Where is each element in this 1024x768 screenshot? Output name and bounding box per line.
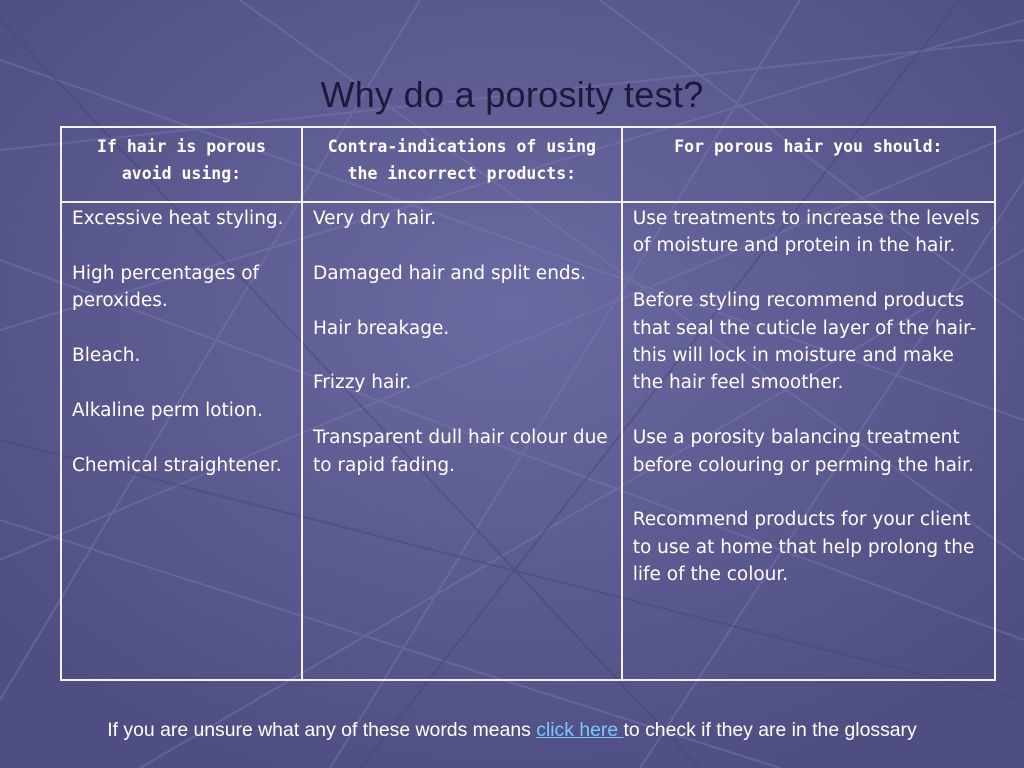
list-item: Use a porosity balancing treatment before colouring or perming the hair.: [632, 427, 974, 476]
recommendations-cell: [622, 202, 995, 680]
list-item: Recommend products for your client to use at home that help prolong the life of the colour.: [632, 509, 975, 586]
avoid-using-cell: [61, 202, 302, 680]
glossary-link[interactable]: click here: [536, 719, 624, 741]
list-item: Alkaline perm lotion.: [72, 399, 263, 421]
list-item: Transparent dull hair colour due to rapid fading.: [312, 427, 608, 476]
list-item: Damaged hair and split ends.: [312, 262, 587, 284]
table-header-row: [61, 127, 995, 202]
list-item: Frizzy hair.: [312, 372, 412, 394]
list-item: Hair breakage.: [312, 317, 450, 339]
glossary-note-after: to check if they are in the glossary: [623, 719, 917, 741]
slide-title: Why do a porosity test?: [320, 74, 704, 115]
contra-indications-cell: [302, 202, 622, 680]
header-avoid-using: If hair is porous avoid using:: [61, 127, 302, 202]
list-item: Bleach.: [72, 345, 141, 366]
list-item: High percentages of peroxides.: [72, 262, 260, 312]
list-item: Chemical straightener.: [72, 454, 282, 476]
header-porous-hair-should: For porous hair you should:: [622, 127, 995, 202]
table-row: [61, 202, 995, 680]
list-item: Use treatments to increase the levels of moisture and protein in the hair.: [632, 208, 980, 257]
header-contra-indications: Contra-indications of using the incorrect products:: [302, 127, 622, 202]
list-item: Very dry hair.: [312, 208, 437, 229]
porosity-table: [60, 126, 996, 681]
list-item: Excessive heat styling.: [72, 208, 284, 229]
list-item: Before styling recommend products that seal the cuticle layer of the hair- this will lock in moisture and make the hair feel smoother.: [632, 290, 977, 394]
glossary-note-before: If you are unsure what any of these words means: [107, 719, 537, 741]
glossary-note: [0, 719, 1024, 742]
